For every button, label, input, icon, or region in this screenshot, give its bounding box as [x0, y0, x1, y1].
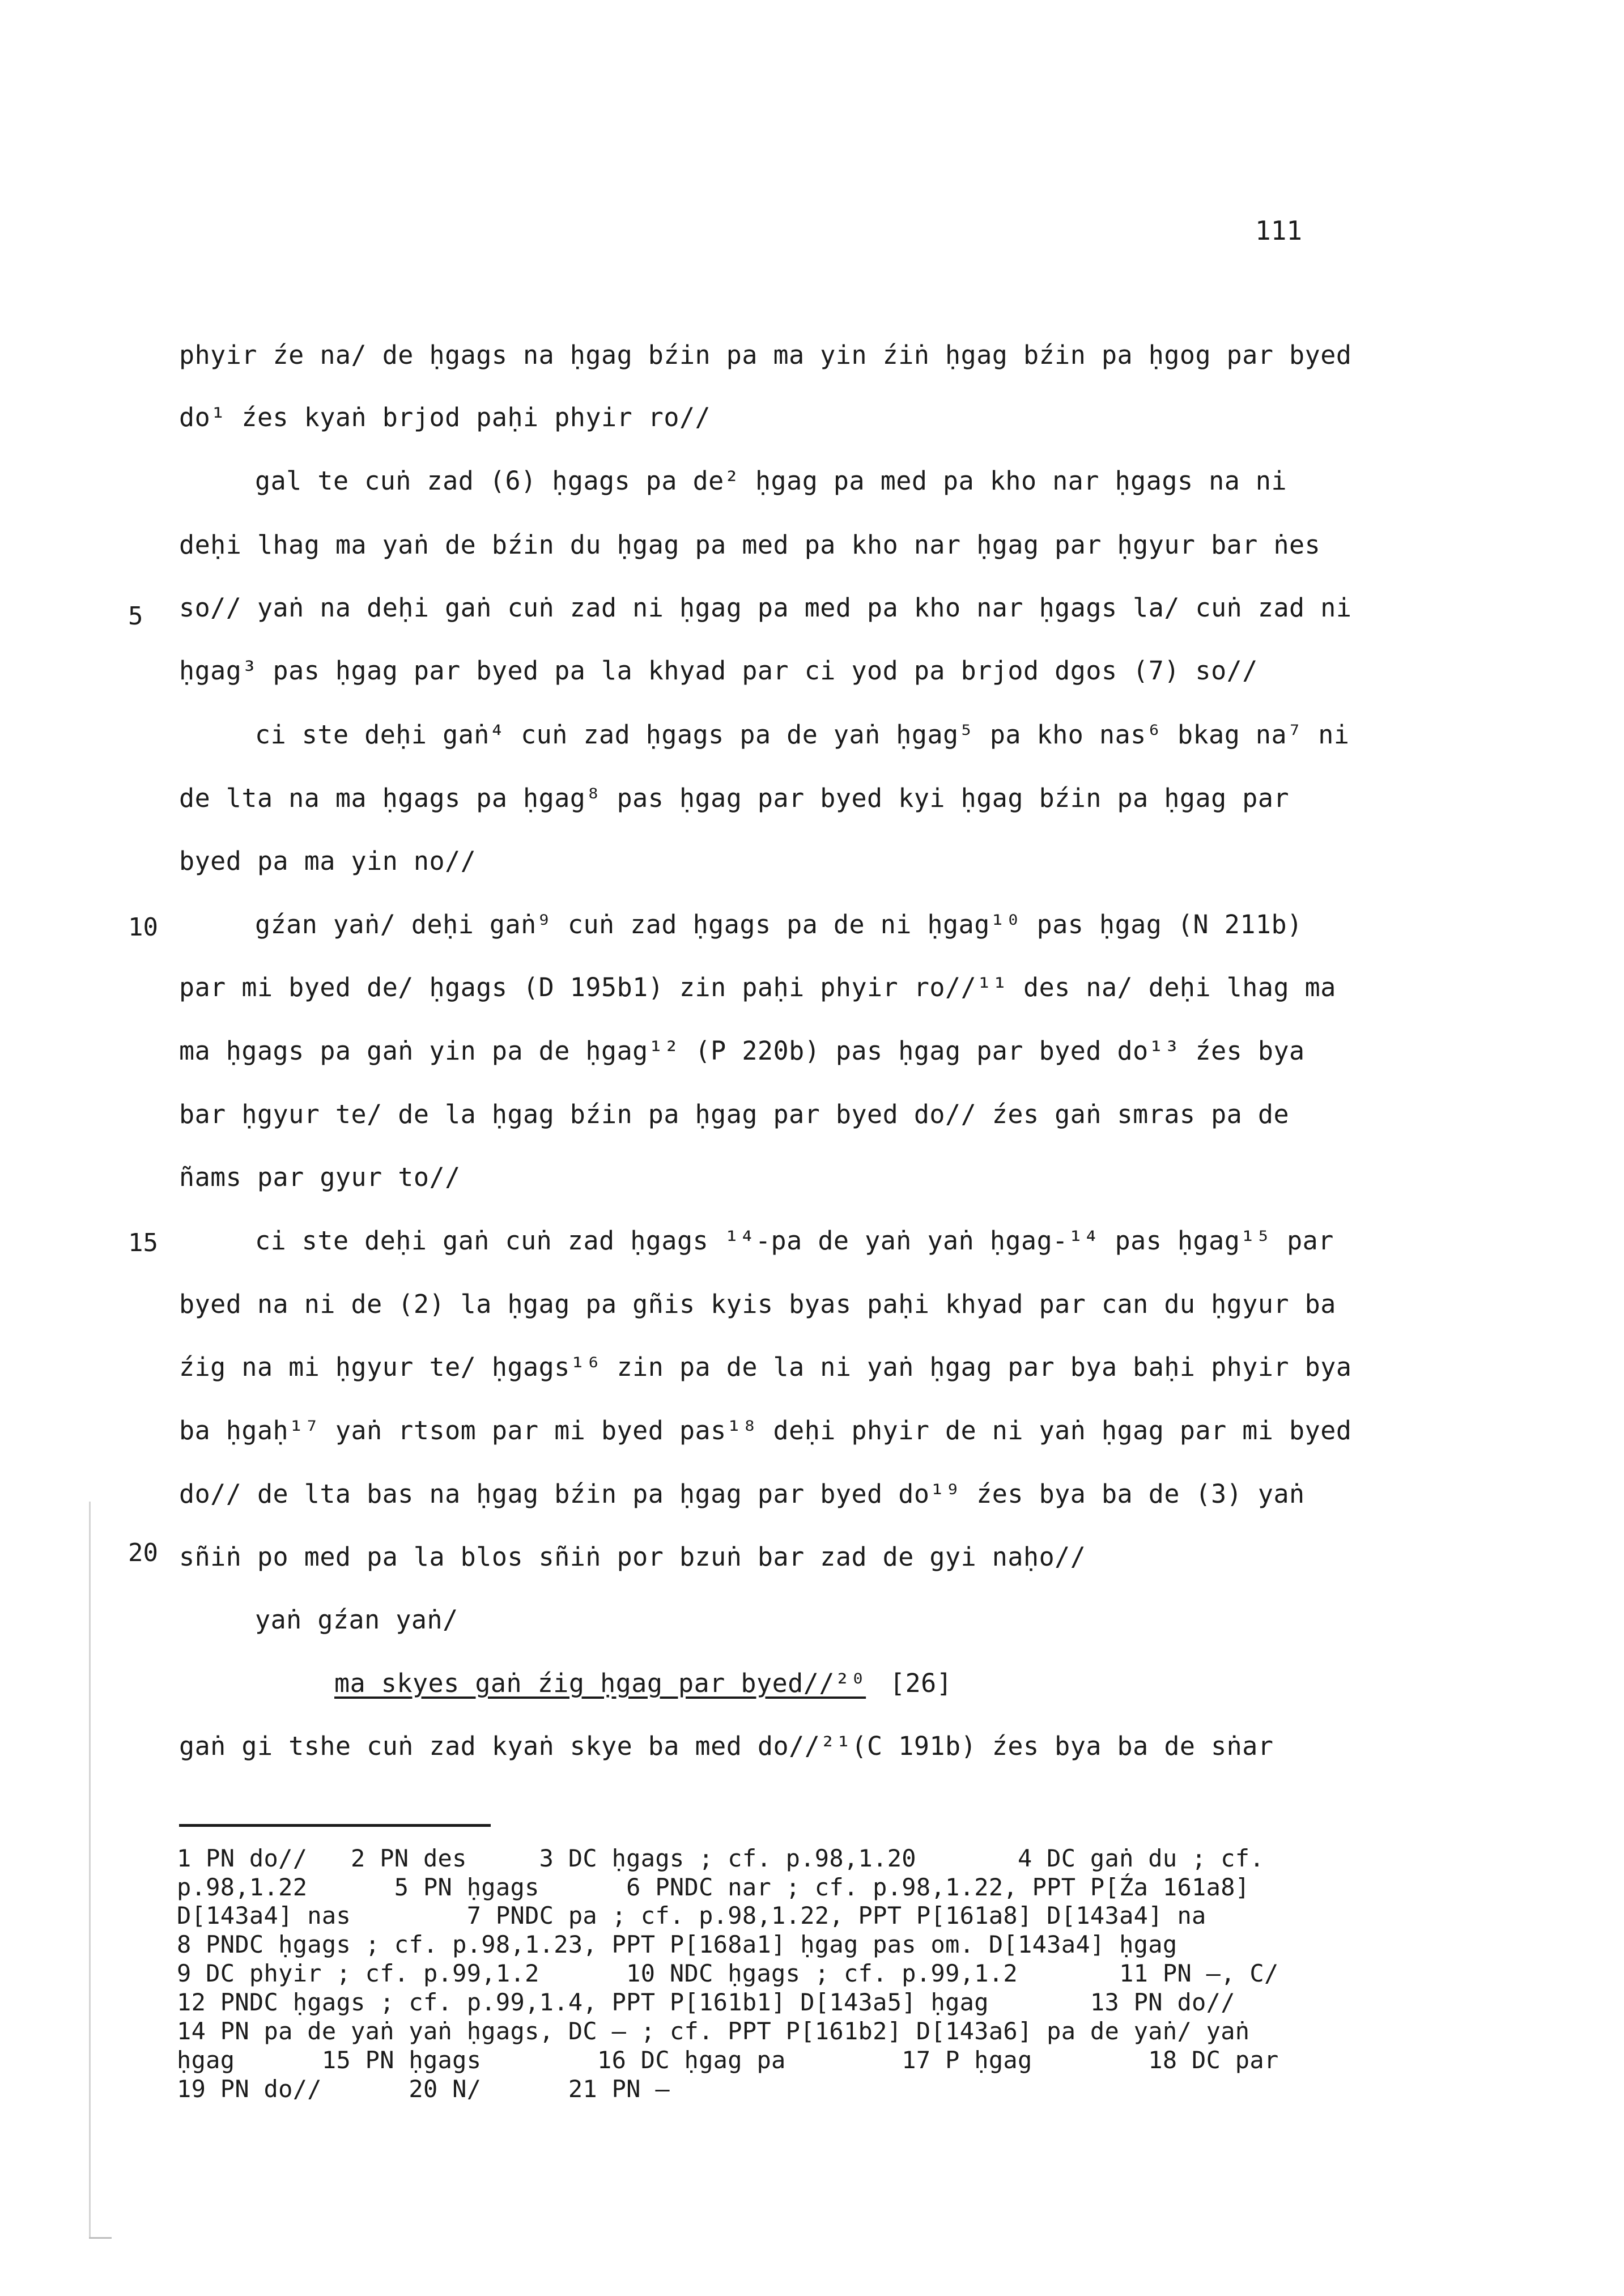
margin-rule-end [89, 2237, 112, 2239]
text-line-2: do¹ źes kyaṅ brjod paḥi phyir ro// [179, 402, 711, 432]
text-line-20: sñiṅ po med pa la blos sñiṅ por bzuṅ bar zad de gyi naḥo// [179, 1542, 1086, 1572]
footnote-line-5: 9 DC phyir ; cf. p.99,1.2 10 NDC ḥgags ; cf. p.99,1.2 11 PN —, C/ [177, 1959, 1279, 1987]
text-line-21: yaṅ gźan yaṅ/ [255, 1605, 458, 1635]
verse-line: ma skyes gaṅ źig ḥgag par byed//²⁰ [334, 1668, 866, 1698]
footnote-line-9: 19 PN do// 20 N/ 21 PN — [177, 2075, 670, 2103]
text-line-13: bar ḥgyur te/ de la ḥgag bźin pa ḥgag par byed do// źes gaṅ smras pa de [179, 1099, 1290, 1129]
footnote-line-2: p.98,1.22 5 PN ḥgags 6 PNDC nar ; cf. p.98,1.22, PPT P[Źa 161a8] [177, 1873, 1250, 1901]
line-number-15: 15 [128, 1228, 158, 1257]
line-number-5: 5 [128, 602, 143, 631]
text-line-5: so// yaṅ na deḥi gaṅ cuṅ zad ni ḥgag pa med pa kho nar ḥgags la/ cuṅ zad ni [179, 593, 1352, 623]
text-line-19: do// de lta bas na ḥgag bźin pa ḥgag par byed do¹⁹ źes bya ba de (3) yaṅ [179, 1479, 1305, 1509]
line-number-20: 20 [128, 1538, 158, 1567]
text-line-18: ba ḥgaḥ¹⁷ yaṅ rtsom par mi byed pas¹⁸ deḥi phyir de ni yaṅ ḥgag par mi byed [179, 1415, 1352, 1445]
text-line-7: ci ste deḥi gaṅ⁴ cuṅ zad ḥgags pa de yaṅ ḥgag⁵ pa kho nas⁶ bkag na⁷ ni [255, 720, 1350, 750]
text-line-15: ci ste deḥi gaṅ cuṅ zad ḥgags ¹⁴-pa de yaṅ yaṅ ḥgag-¹⁴ pas ḥgag¹⁵ par [255, 1226, 1334, 1256]
text-line-4: deḥi lhag ma yaṅ de bźin du ḥgag pa med pa kho nar ḥgag par ḥgyur bar ṅes [179, 530, 1321, 560]
footnote-line-8: ḥgag 15 PN ḥgags 16 DC ḥgag pa 17 P ḥgag 18 DC par [177, 2046, 1279, 2074]
text-line-14: ñams par gyur to// [179, 1162, 461, 1192]
footnote-line-3: D[143a4] nas 7 PNDC pa ; cf. p.98,1.22, PPT P[161a8] D[143a4] na [177, 1902, 1206, 1929]
text-line-6: ḥgag³ pas ḥgag par byed pa la khyad par ci yod pa brjod dgos (7) so// [179, 656, 1258, 686]
footnote-line-7: 14 PN pa de yaṅ yaṅ ḥgags, DC — ; cf. PPT P[161b2] D[143a6] pa de yaṅ/ yaṅ [177, 2017, 1250, 2045]
text-line-12: ma ḥgags pa gaṅ yin pa de ḥgag¹² (P 220b) pas ḥgag par byed do¹³ źes bya [179, 1036, 1305, 1066]
page-number: 111 [1255, 215, 1303, 246]
text-line-23: gaṅ gi tshe cuṅ zad kyaṅ skye ba med do//²¹(C 191b) źes bya ba de sṅar [179, 1731, 1274, 1761]
verse-reference: [26] [890, 1668, 953, 1698]
text-line-1: phyir źe na/ de ḥgags na ḥgag bźin pa ma yin źiṅ ḥgag bźin pa ḥgog par byed [179, 340, 1352, 370]
text-line-17: źig na mi ḥgyur te/ ḥgags¹⁶ zin pa de la ni yaṅ ḥgag par bya baḥi phyir bya [179, 1352, 1352, 1382]
text-line-9: byed pa ma yin no// [179, 846, 477, 876]
footnote-line-4: 8 PNDC ḥgags ; cf. p.98,1.23, PPT P[168a1] ḥgag pas om. D[143a4] ḥgag [177, 1931, 1177, 1958]
text-line-11: par mi byed de/ ḥgags (D 195b1) zin paḥi phyir ro//¹¹ des na/ deḥi lhag ma [179, 972, 1336, 1002]
line-number-10: 10 [128, 913, 158, 942]
footnote-line-6: 12 PNDC ḥgags ; cf. p.99,1.4, PPT P[161b1] D[143a5] ḥgag 13 PN do// [177, 1988, 1235, 2016]
text-line-16: byed na ni de (2) la ḥgag pa gñis kyis byas paḥi khyad par can du ḥgyur ba [179, 1289, 1336, 1319]
footnote-divider [179, 1824, 491, 1827]
footnote-line-1: 1 PN do// 2 PN des 3 DC ḥgags ; cf. p.98,1.20 4 DC gaṅ du ; cf. [177, 1844, 1264, 1872]
margin-rule [89, 1502, 91, 2238]
text-line-10: gźan yaṅ/ deḥi gaṅ⁹ cuṅ zad ḥgags pa de ni ḥgag¹⁰ pas ḥgag (N 211b) [255, 909, 1303, 939]
text-line-3: gal te cuṅ zad (6) ḥgags pa de² ḥgag pa med pa kho nar ḥgags na ni [255, 466, 1287, 496]
text-line-8: de lta na ma ḥgags pa ḥgag⁸ pas ḥgag par byed kyi ḥgag bźin pa ḥgag par [179, 783, 1290, 813]
